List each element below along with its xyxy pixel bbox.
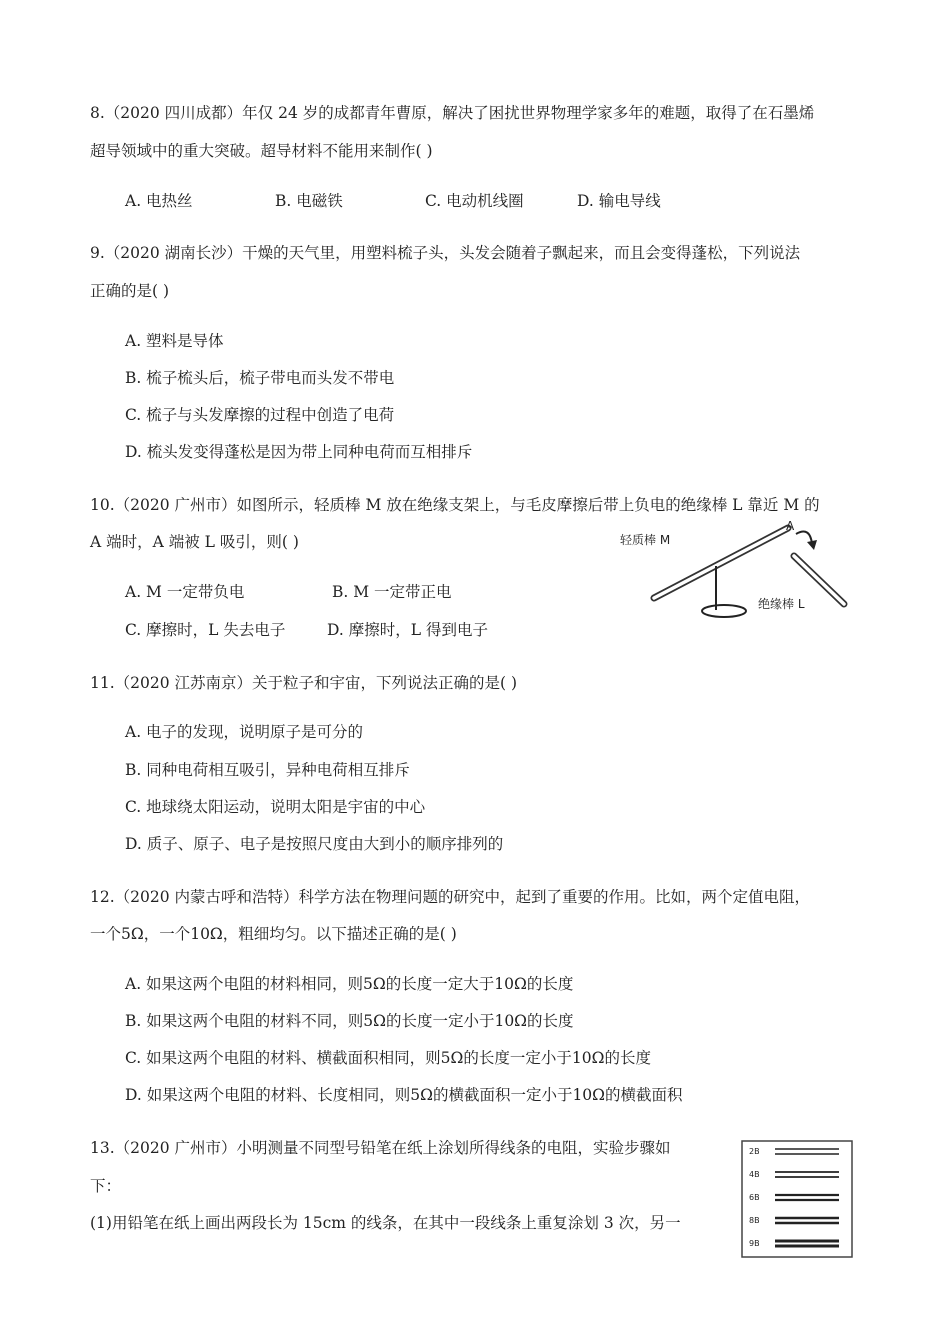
q10-line1: 10.（2020 广州市）如图所示，轻质棒 M 放在绝缘支架上，与毛皮摩擦后带上负电的绝缘棒 L 靠近 M 的: [90, 496, 820, 514]
q8-line1: 8.（2020 四川成都）年仅 24 岁的成都青年曹原，解决了困扰世界物理学家多年的难题，取得了在石墨烯: [90, 104, 815, 122]
q8-option-d: D. 输电导线: [577, 192, 661, 210]
label-6b: 6B: [749, 1193, 760, 1202]
q8-line2: 超导领域中的重大突破。超导材料不能用来制作( ): [90, 142, 433, 160]
q9-option-a: A. 塑料是导体: [125, 332, 224, 350]
q11-option-b: B. 同种电荷相互吸引，异种电荷相互排斥: [125, 761, 410, 779]
label-l: 绝缘棒 L: [758, 597, 805, 611]
q13-line1: 13.（2020 广州市）小明测量不同型号铅笔在纸上涂划所得线条的电阻，实验步骤如: [90, 1139, 671, 1157]
label-9b: 9B: [749, 1239, 760, 1248]
q8-option-b: B. 电磁铁: [275, 192, 343, 210]
q9-option-d: D. 梳头发变得蓬松是因为带上同种电荷而互相排斥: [125, 443, 473, 461]
pencil-lines-figure: [741, 1140, 853, 1258]
q12-option-d: D. 如果这两个电阻的材料、长度相同，则5Ω的横截面积一定小于10Ω的横截面积: [125, 1086, 683, 1104]
q13-line3: (1)用铅笔在纸上画出两段长为 15cm 的线条，在其中一段线条上重复涂划 3 次，另一: [90, 1214, 681, 1232]
q12-line1: 12.（2020 内蒙古呼和浩特）科学方法在物理问题的研究中，起到了重要的作用。比如，两个定值电阻，: [90, 888, 811, 906]
stand-base: [702, 605, 746, 617]
q12-option-b: B. 如果这两个电阻的材料不同，则5Ω的长度一定小于10Ω的长度: [125, 1012, 574, 1030]
q11-line1: 11.（2020 江苏南京）关于粒子和宇宙，下列说法正确的是( ): [90, 674, 518, 692]
q10-option-a: A. M 一定带负电: [125, 583, 245, 601]
q11-option-d: D. 质子、原子、电子是按照尺度由大到小的顺序排列的: [125, 835, 504, 853]
q13-line2: 下：: [90, 1177, 122, 1195]
q9-line1: 9.（2020 湖南长沙）干燥的天气里，用塑料梳子头，头发会随着子飘起来，而且会变得蓬松，下列说法: [90, 244, 801, 262]
q8-option-a: A. 电热丝: [125, 192, 193, 210]
rod-figure: [610, 520, 860, 620]
q9-option-b: B. 梳子梳头后，梳子带电而头发不带电: [125, 369, 395, 387]
q9-line2: 正确的是( ): [90, 282, 170, 300]
label-8b: 8B: [749, 1216, 760, 1225]
label-a: A: [786, 520, 795, 533]
q10-option-d: D. 摩擦时，L 得到电子: [327, 621, 488, 639]
q12-option-c: C. 如果这两个电阻的材料、横截面积相同，则5Ω的长度一定小于10Ω的长度: [125, 1049, 651, 1067]
q11-option-a: A. 电子的发现，说明原子是可分的: [125, 723, 364, 741]
label-4b: 4B: [749, 1170, 760, 1179]
q10-option-b: B. M 一定带正电: [332, 583, 452, 601]
q12-line2: 一个5Ω，一个10Ω，粗细均匀。以下描述正确的是( ): [90, 925, 457, 943]
q10-line2: A 端时，A 端被 L 吸引，则( ): [90, 533, 299, 551]
q11-option-c: C. 地球绕太阳运动，说明太阳是宇宙的中心: [125, 798, 426, 816]
q8-option-c: C. 电动机线圈: [425, 192, 524, 210]
q9-option-c: C. 梳子与头发摩擦的过程中创造了电荷: [125, 406, 395, 424]
label-m: 轻质棒 M: [620, 533, 671, 547]
label-2b: 2B: [749, 1147, 760, 1156]
q10-option-c: C. 摩擦时，L 失去电子: [125, 621, 286, 639]
q12-option-a: A. 如果这两个电阻的材料相同，则5Ω的长度一定大于10Ω的长度: [125, 975, 574, 993]
